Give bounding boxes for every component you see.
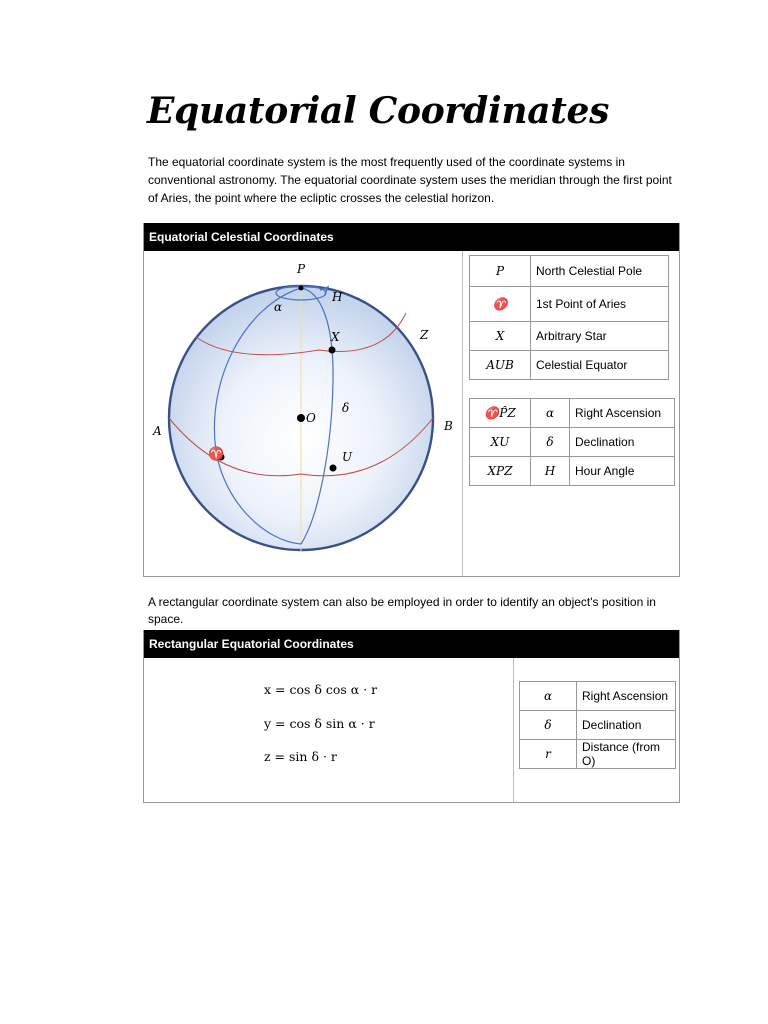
rectangular-legend-table — [519, 681, 676, 769]
angle-label: Right Ascension — [570, 399, 675, 428]
legend-label: Arbitrary Star — [531, 322, 669, 351]
rectangular-caption: A rectangular coordinate system can also be employed in order to identify an object's position in space. — [148, 595, 656, 626]
rectangular-coordinates-panel — [143, 630, 680, 803]
angle-arc: XPZ — [470, 457, 531, 486]
angle-definition-table — [469, 398, 675, 486]
table-row — [470, 287, 669, 322]
angle-symbol: δ — [531, 428, 570, 457]
table-row — [470, 322, 669, 351]
legend-symbol: δ — [520, 711, 577, 740]
table-row — [520, 740, 676, 769]
page-title: Equatorial Coordinates — [147, 90, 610, 132]
legend-label: North Celestial Pole — [531, 256, 669, 287]
legend-symbol: ♈ — [470, 287, 531, 322]
label-u: U — [342, 450, 353, 464]
legend-label: 1st Point of Aries — [531, 287, 669, 322]
formula-z: z = sin δ · r — [264, 749, 337, 764]
table-row — [520, 682, 676, 711]
panel-header: Rectangular Equatorial Coordinates — [144, 630, 679, 658]
label-h: H — [332, 290, 343, 304]
symbol-legend-table — [469, 255, 669, 380]
label-z: Z — [420, 328, 429, 342]
label-a: A — [153, 424, 162, 438]
legend-symbol: P — [470, 256, 531, 287]
label-delta: δ — [342, 401, 350, 415]
label-x: X — [331, 330, 340, 344]
legend-label: Right Ascension — [577, 682, 676, 711]
legend-symbol: AUB — [470, 351, 531, 380]
legend-symbol: r — [520, 740, 577, 769]
label-aries: ♈ — [208, 447, 225, 462]
u-point — [330, 465, 337, 472]
angle-label: Declination — [570, 428, 675, 457]
table-row — [470, 256, 669, 287]
table-row — [470, 351, 669, 380]
panel-header: Equatorial Celestial Coordinates — [144, 223, 679, 251]
formula-y: y = cos δ sin α · r — [264, 716, 375, 731]
formula-x: x = cos δ cos α · r — [264, 682, 378, 697]
label-b: B — [444, 419, 453, 433]
panel-divider — [462, 251, 463, 576]
table-row — [470, 457, 675, 486]
table-row — [470, 428, 675, 457]
panel-body — [144, 251, 679, 576]
angle-arc: ♈P̂Z — [470, 399, 531, 428]
pole-point — [299, 286, 304, 291]
angle-label: Hour Angle — [570, 457, 675, 486]
legend-label: Distance (from O) — [577, 740, 676, 769]
panel-body — [144, 658, 679, 802]
angle-arc: XU — [470, 428, 531, 457]
legend-symbol: α — [520, 682, 577, 711]
angle-symbol: H — [531, 457, 570, 486]
legend-label: Celestial Equator — [531, 351, 669, 380]
label-o: O — [306, 411, 316, 425]
angle-symbol: α — [531, 399, 570, 428]
table-row — [520, 711, 676, 740]
legend-label: Declination — [577, 711, 676, 740]
equatorial-coordinates-panel — [143, 223, 680, 577]
label-alpha: α — [274, 300, 283, 314]
table-row — [470, 399, 675, 428]
intro-paragraph: The equatorial coordinate system is the most frequently used of the coordinate systems in conventional astronomy. The equatorial coordinate system uses the meridian through the first point of Aries, the point where the ecliptic crosses the celestial horizon. — [148, 155, 672, 205]
celestial-sphere-diagram — [144, 251, 462, 576]
panel-divider — [513, 658, 514, 802]
legend-symbol: X — [470, 322, 531, 351]
star-point — [329, 347, 336, 354]
center-point — [297, 414, 305, 422]
label-p: P — [297, 262, 306, 276]
